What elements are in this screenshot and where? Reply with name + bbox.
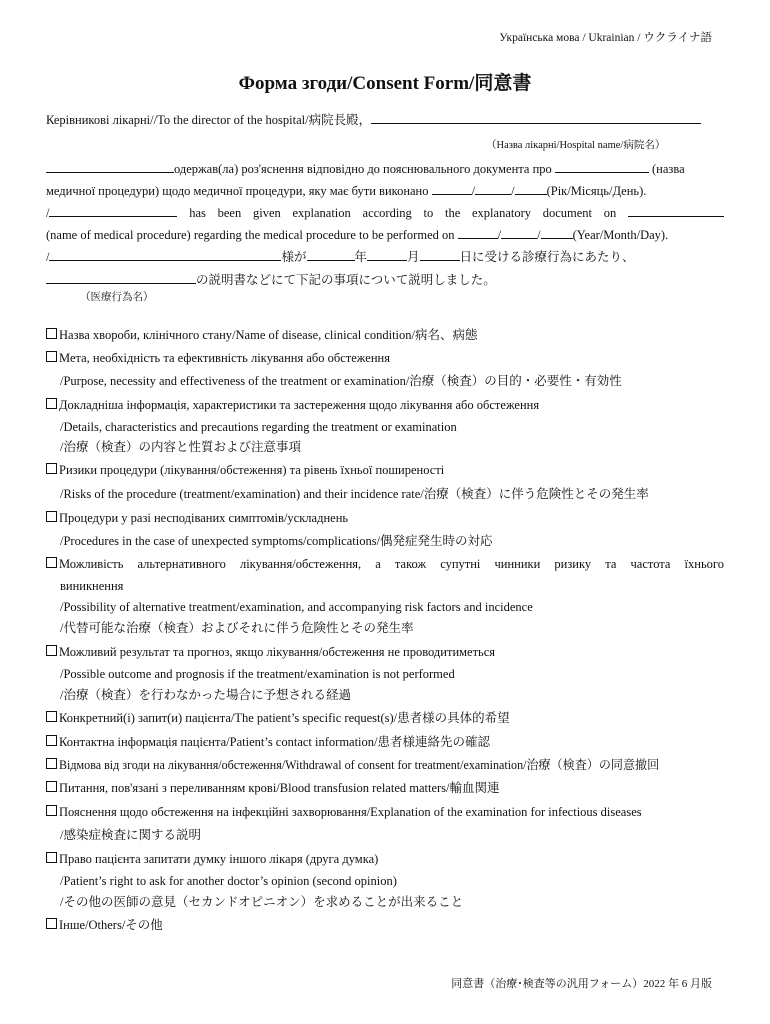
item-text: Пояснення щодо обстеження на інфекційні захворювання/Explanation of the examination for infectious diseases xyxy=(59,805,642,819)
director-line xyxy=(46,110,724,129)
item-text: /Possible outcome and prognosis if the treatment/examination is not performed xyxy=(60,667,455,681)
month-field-ja[interactable] xyxy=(367,247,407,261)
year-field-uk[interactable] xyxy=(432,181,472,195)
checkbox[interactable] xyxy=(46,711,57,722)
patient-name-field-en[interactable] xyxy=(49,203,177,217)
checkbox[interactable] xyxy=(46,351,57,362)
item-text: /Patient’s right to ask for another doctor’s opinion (second opinion) xyxy=(60,874,397,888)
checklist-item xyxy=(46,803,642,821)
intro-uk-end-1: (назва xyxy=(652,162,685,176)
item-text: Контактна інформація пацієнта/Patient’s contact information/患者様連絡先の確認 xyxy=(59,735,491,749)
to-director-text: Керівникові лікарні//To the director of the hospital/病院長殿， xyxy=(46,113,372,127)
checkbox[interactable] xyxy=(46,758,57,769)
intro-ja-line-2 xyxy=(46,270,724,289)
item-text: Назва хвороби, клінічного стану/Name of disease, clinical condition/病名、病態 xyxy=(59,328,478,342)
intro-ja-text-2: の説明書などにて下記の事項について説明しました。 xyxy=(196,273,496,287)
intro-en-text-1: has been given explanation according to the explanatory document on xyxy=(189,206,617,220)
checkbox[interactable] xyxy=(46,781,57,792)
intro-ja-year: 年 xyxy=(354,250,368,264)
item-text: Ризики процедури (лікування/обстеження) та рівень їхньої поширеності xyxy=(59,463,445,477)
day-field-en[interactable] xyxy=(541,225,573,239)
intro-ja-month: 月 xyxy=(407,250,420,264)
intro-en-end-2: (Year/Month/Day). xyxy=(572,228,669,242)
checklist-item xyxy=(46,916,163,934)
checklist-item xyxy=(46,779,500,797)
intro-uk-text-1: одержав(ла) роз'яснення відповідно до пояснювального документа про xyxy=(174,162,552,176)
checkbox[interactable] xyxy=(46,398,57,409)
checkbox[interactable] xyxy=(46,805,57,816)
patient-name-field-ja[interactable] xyxy=(49,247,281,261)
intro-en-slash: / xyxy=(46,206,50,220)
item-text: Докладніша інформація, характеристики та застереження щодо лікування або обстеження xyxy=(59,398,540,412)
checklist-item xyxy=(46,326,477,344)
checklist-item xyxy=(46,461,444,479)
item-text: Питання, пов'язані з переливанням крові/Blood transfusion related matters/輸血関連 xyxy=(59,781,500,795)
intro-ja-sama: 様が xyxy=(281,250,307,264)
checkbox[interactable] xyxy=(46,511,57,522)
item-text: /代替可能な治療（検査）およびそれに伴う危険性とその発生率 xyxy=(60,621,414,635)
checklist-item xyxy=(46,643,495,661)
hospital-name-field[interactable] xyxy=(371,110,701,124)
checkbox[interactable] xyxy=(46,735,57,746)
item-text: /Risks of the procedure (treatment/examination) and their incidence rate/治療（検査）に伴う危険性とその発生率 xyxy=(60,487,649,501)
intro-uk-line-1 xyxy=(46,159,724,178)
procedure-name-hint-ja: （医療行為名） xyxy=(80,292,154,303)
procedure-name-field-ja[interactable] xyxy=(46,270,196,284)
month-field-en[interactable] xyxy=(501,225,537,239)
intro-en-line-2: (name of medical procedure) regarding the medical procedure to be performed on / / (Year/Month/Day). xyxy=(46,225,724,244)
day-field-ja[interactable] xyxy=(420,247,460,261)
procedure-name-field-en[interactable] xyxy=(628,203,724,217)
intro-ja-end: 日に受ける診療行為にあたり、 xyxy=(459,250,635,264)
item-text: /感染症検査に関する説明 xyxy=(60,828,201,842)
intro-uk-text-2: медичної процедури) щодо медичної процедури, яку має бути виконано xyxy=(46,184,429,198)
item-text: /Procedures in the case of unexpected symptoms/complications/偶発症発生時の対応 xyxy=(60,534,493,548)
item-text: /治療（検査）の内容と性質および注意事項 xyxy=(60,440,301,454)
intro-uk-end-2: (Рік/Місяць/День). xyxy=(546,184,647,198)
checklist-item xyxy=(46,349,390,367)
year-field-en[interactable] xyxy=(458,225,498,239)
checklist-item xyxy=(46,555,724,573)
intro-en-line-1 xyxy=(46,203,724,221)
item-text: /Purpose, necessity and effectiveness of the treatment or examination/治療（検査）の目的・必要性・有効性 xyxy=(60,374,622,388)
item-text: виникнення xyxy=(60,579,124,593)
item-text: Процедури у разі несподіваних симптомів/ускладнень xyxy=(59,511,349,525)
patient-name-field-uk[interactable] xyxy=(46,159,174,173)
checklist-item xyxy=(46,850,378,868)
intro-uk-line-2: медичної процедури) щодо медичної процедури, яку має бути виконано / / (Рік/Місяць/День). xyxy=(46,181,724,200)
item-text: Мета, необхідність та ефективність лікування або обстеження xyxy=(59,351,390,365)
footer-version: 同意書（治療･検査等の汎用フォーム）2022 年 6 月版 xyxy=(451,978,712,990)
item-text: Відмова від згоди на лікування/обстеження/Withdrawal of consent for treatment/examination/治療（検査）の同意撤回 xyxy=(59,758,660,772)
month-field-uk[interactable] xyxy=(475,181,511,195)
checkbox[interactable] xyxy=(46,557,57,568)
intro-ja-slash: / xyxy=(46,250,50,264)
item-text: /治療（検査）を行わなかった場合に予想される経過 xyxy=(60,688,351,702)
checklist-item xyxy=(46,509,348,527)
checklist-item xyxy=(46,756,681,774)
item-text: Можливий результат та прогноз, якщо лікування/обстеження не проводитиметься xyxy=(59,645,496,659)
item-text: Інше/Others/その他 xyxy=(59,918,163,932)
checklist-item xyxy=(46,396,539,414)
checkbox[interactable] xyxy=(46,918,57,929)
procedure-name-field-uk[interactable] xyxy=(555,159,649,173)
checklist-item xyxy=(46,733,490,751)
item-text: /Details, characteristics and precautions regarding the treatment or examination xyxy=(60,420,457,434)
language-label: Українська мова / Ukrainian / ウクライナ語 xyxy=(499,32,712,44)
hospital-name-hint: （Назва лікарні/Hospital name/病院名） xyxy=(486,140,666,151)
year-field-ja[interactable] xyxy=(307,247,355,261)
checkbox[interactable] xyxy=(46,463,57,474)
item-text: /Possibility of alternative treatment/examination, and accompanying risk factors and incidence xyxy=(60,600,533,614)
checkbox[interactable] xyxy=(46,852,57,863)
item-text: /その他の医師の意見（セカンドオピニオン）を求めることが出来ること xyxy=(60,895,464,909)
checklist-item xyxy=(46,709,510,727)
item-text: Право пацієнта запитати думку іншого лікаря (друга думка) xyxy=(59,852,379,866)
item-text: Можливість альтернативного лікування/обстеження, а також супутні чинники ризику та частота їхнього xyxy=(59,557,724,571)
form-title: Форма згоди/Consent Form/同意書 xyxy=(238,73,532,94)
checkbox[interactable] xyxy=(46,645,57,656)
checkbox[interactable] xyxy=(46,328,57,339)
intro-en-text-2: (name of medical procedure) regarding the medical procedure to be performed on xyxy=(46,228,455,242)
day-field-uk[interactable] xyxy=(515,181,547,195)
item-text: Конкретний(і) запит(и) пацієнта/The patient’s specific request(s)/患者様の具体的希望 xyxy=(59,711,510,725)
intro-ja-line-1 xyxy=(46,247,724,266)
